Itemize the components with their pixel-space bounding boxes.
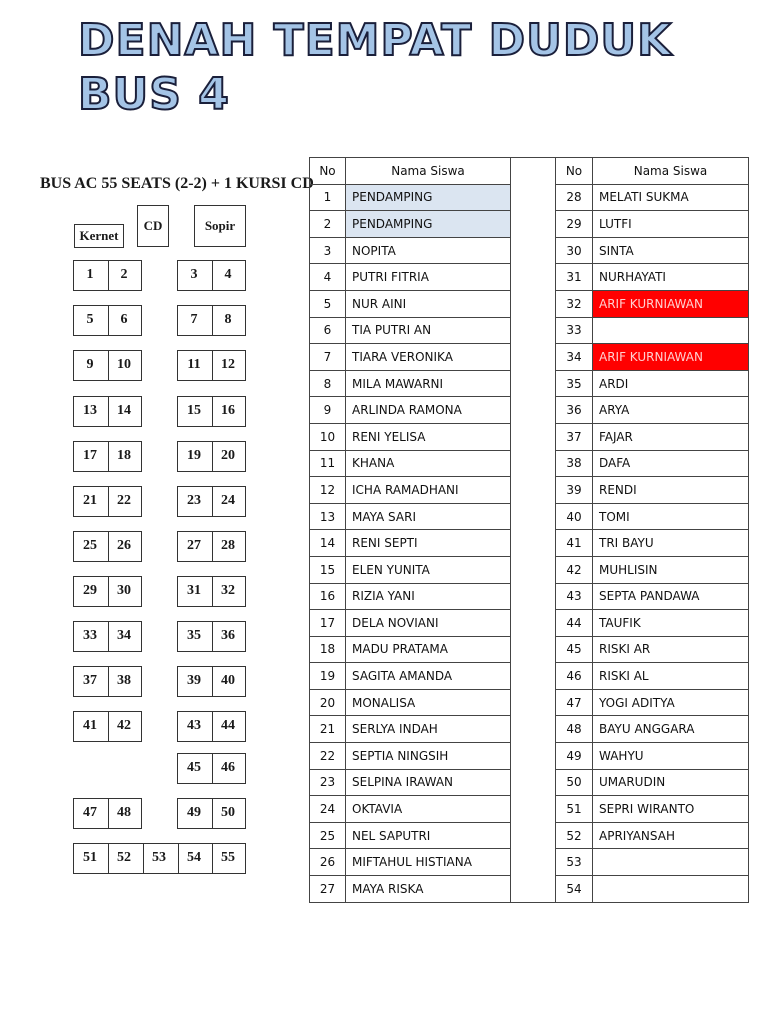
seat-55: 55 bbox=[221, 850, 235, 865]
row-number: 53 bbox=[556, 849, 593, 876]
row-number: 40 bbox=[556, 503, 593, 530]
student-name: KHANA bbox=[346, 450, 511, 477]
seat-42: 42 bbox=[117, 718, 131, 733]
seat-48: 48 bbox=[117, 805, 131, 820]
student-name: ARIF KURNIAWAN bbox=[593, 290, 749, 317]
seat-38: 38 bbox=[117, 673, 131, 688]
table-row bbox=[310, 344, 749, 371]
student-name bbox=[593, 317, 749, 344]
student-name: MAYA SARI bbox=[346, 503, 511, 530]
seat-52: 52 bbox=[117, 850, 131, 865]
student-name: SEPRI WIRANTO bbox=[593, 796, 749, 823]
row-number: 44 bbox=[556, 610, 593, 637]
student-name: SINTA bbox=[593, 237, 749, 264]
seat-4: 4 bbox=[224, 267, 232, 282]
seat-37: 37 bbox=[83, 673, 97, 688]
row-number: 49 bbox=[556, 743, 593, 770]
row-number: 41 bbox=[556, 530, 593, 557]
row-number: 48 bbox=[556, 716, 593, 743]
student-name: TAUFIK bbox=[593, 610, 749, 637]
row-number: 13 bbox=[310, 503, 346, 530]
row-number: 29 bbox=[556, 211, 593, 238]
row-number: 10 bbox=[310, 423, 346, 450]
row-number: 50 bbox=[556, 769, 593, 796]
seat-24: 24 bbox=[221, 493, 235, 508]
student-name: MILA MAWARNI bbox=[346, 370, 511, 397]
table-row bbox=[310, 237, 749, 264]
student-name: SELPINA IRAWAN bbox=[346, 769, 511, 796]
table-gap bbox=[511, 636, 556, 663]
row-number: 19 bbox=[310, 663, 346, 690]
row-number: 11 bbox=[310, 450, 346, 477]
table-gap bbox=[511, 743, 556, 770]
student-name: MIFTAHUL HISTIANA bbox=[346, 849, 511, 876]
seat-53: 53 bbox=[152, 850, 166, 865]
student-name: RENI YELISA bbox=[346, 423, 511, 450]
seat-26: 26 bbox=[117, 538, 131, 553]
row-number: 15 bbox=[310, 556, 346, 583]
student-name: ELEN YUNITA bbox=[346, 556, 511, 583]
student-name: MAYA RISKA bbox=[346, 876, 511, 903]
seat-1: 1 bbox=[86, 267, 94, 282]
table-row bbox=[310, 370, 749, 397]
seat-15: 15 bbox=[187, 403, 201, 418]
row-number: 18 bbox=[310, 636, 346, 663]
table-gap bbox=[511, 796, 556, 823]
row-number: 34 bbox=[556, 344, 593, 371]
student-name: ARIF KURNIAWAN bbox=[593, 344, 749, 371]
table-row bbox=[310, 503, 749, 530]
student-name: WAHYU bbox=[593, 743, 749, 770]
seat-11: 11 bbox=[187, 357, 201, 372]
title-line-2: BUS 4 bbox=[78, 69, 230, 120]
row-number: 43 bbox=[556, 583, 593, 610]
table-gap bbox=[511, 769, 556, 796]
row-number: 39 bbox=[556, 477, 593, 504]
title-line-1: DENAH TEMPAT DUDUK bbox=[78, 15, 673, 66]
student-name: PUTRI FITRIA bbox=[346, 264, 511, 291]
student-name: DELA NOVIANI bbox=[346, 610, 511, 637]
seat-43: 43 bbox=[187, 718, 201, 733]
row-number: 51 bbox=[556, 796, 593, 823]
row-number: 1 bbox=[310, 184, 346, 211]
row-number: 47 bbox=[556, 689, 593, 716]
table-row bbox=[310, 663, 749, 690]
student-name: ARYA bbox=[593, 397, 749, 424]
table-row bbox=[310, 184, 749, 211]
student-name: TIARA VERONIKA bbox=[346, 344, 511, 371]
table-gap bbox=[511, 849, 556, 876]
table-row bbox=[310, 290, 749, 317]
row-number: 14 bbox=[310, 530, 346, 557]
row-number: 2 bbox=[310, 211, 346, 238]
seat-31: 31 bbox=[187, 583, 201, 598]
seat-29: 29 bbox=[83, 583, 97, 598]
table-row bbox=[310, 769, 749, 796]
seat-49: 49 bbox=[187, 805, 201, 820]
table-gap bbox=[511, 450, 556, 477]
student-name: RIZIA YANI bbox=[346, 583, 511, 610]
student-name: NEL SAPUTRI bbox=[346, 822, 511, 849]
cd-label: CD bbox=[143, 218, 163, 233]
row-number: 36 bbox=[556, 397, 593, 424]
row-number: 42 bbox=[556, 556, 593, 583]
seat-32: 32 bbox=[221, 583, 235, 598]
row-number: 9 bbox=[310, 397, 346, 424]
table-gap bbox=[511, 583, 556, 610]
row-number: 38 bbox=[556, 450, 593, 477]
student-name: NURHAYATI bbox=[593, 264, 749, 291]
row-number: 33 bbox=[556, 317, 593, 344]
seating-table bbox=[309, 157, 749, 903]
seat-39: 39 bbox=[187, 673, 201, 688]
sopir-box bbox=[194, 205, 246, 247]
row-number: 4 bbox=[310, 264, 346, 291]
seat-35: 35 bbox=[187, 628, 201, 643]
seat-54: 54 bbox=[187, 850, 201, 865]
seat-46: 46 bbox=[221, 760, 235, 775]
seat-8: 8 bbox=[224, 312, 232, 327]
student-name: BAYU ANGGARA bbox=[593, 716, 749, 743]
row-number: 45 bbox=[556, 636, 593, 663]
table-row bbox=[310, 211, 749, 238]
row-number: 21 bbox=[310, 716, 346, 743]
header-no-left: No bbox=[310, 158, 346, 185]
table-row bbox=[310, 610, 749, 637]
table-row bbox=[310, 556, 749, 583]
header-no-right: No bbox=[556, 158, 593, 185]
row-number: 20 bbox=[310, 689, 346, 716]
kernet-label: Kernet bbox=[79, 228, 119, 243]
student-name: RISKI AL bbox=[593, 663, 749, 690]
row-number: 3 bbox=[310, 237, 346, 264]
seat-14: 14 bbox=[117, 403, 131, 418]
row-number: 46 bbox=[556, 663, 593, 690]
table-gap bbox=[511, 344, 556, 371]
seat-9: 9 bbox=[86, 357, 94, 372]
student-name: MUHLISIN bbox=[593, 556, 749, 583]
row-number: 16 bbox=[310, 583, 346, 610]
table-row bbox=[310, 796, 749, 823]
table-gap bbox=[511, 264, 556, 291]
seat-3: 3 bbox=[190, 267, 198, 282]
student-name: ICHA RAMADHANI bbox=[346, 477, 511, 504]
table-gap bbox=[511, 610, 556, 637]
table-row bbox=[310, 397, 749, 424]
row-number: 35 bbox=[556, 370, 593, 397]
student-name: ARDI bbox=[593, 370, 749, 397]
seat-51: 51 bbox=[83, 850, 97, 865]
table-gap bbox=[511, 716, 556, 743]
student-name: TOMI bbox=[593, 503, 749, 530]
row-number: 28 bbox=[556, 184, 593, 211]
seat-20: 20 bbox=[221, 448, 235, 463]
row-number: 7 bbox=[310, 344, 346, 371]
student-name: SEPTIA NINGSIH bbox=[346, 743, 511, 770]
table-gap bbox=[511, 397, 556, 424]
table-row bbox=[310, 583, 749, 610]
seat-45: 45 bbox=[187, 760, 201, 775]
row-number: 54 bbox=[556, 876, 593, 903]
seat-5: 5 bbox=[86, 312, 94, 327]
student-name: RISKI AR bbox=[593, 636, 749, 663]
table-row bbox=[310, 636, 749, 663]
table-gap bbox=[511, 876, 556, 903]
seat-28: 28 bbox=[221, 538, 235, 553]
seat-2: 2 bbox=[120, 267, 128, 282]
student-name: SEPTA PANDAWA bbox=[593, 583, 749, 610]
student-name bbox=[593, 876, 749, 903]
table-gap bbox=[511, 530, 556, 557]
cd-box bbox=[137, 205, 169, 247]
table-row bbox=[310, 689, 749, 716]
row-number: 17 bbox=[310, 610, 346, 637]
row-number: 32 bbox=[556, 290, 593, 317]
student-name: MADU PRATAMA bbox=[346, 636, 511, 663]
bus-seat-diagram bbox=[0, 0, 314, 900]
table-row bbox=[310, 477, 749, 504]
student-name: FAJAR bbox=[593, 423, 749, 450]
table-header-row bbox=[310, 158, 749, 185]
student-name: PENDAMPING bbox=[346, 184, 511, 211]
row-number: 23 bbox=[310, 769, 346, 796]
row-number: 24 bbox=[310, 796, 346, 823]
student-name: DAFA bbox=[593, 450, 749, 477]
row-number: 22 bbox=[310, 743, 346, 770]
student-name: NUR AINI bbox=[346, 290, 511, 317]
student-name: TIA PUTRI AN bbox=[346, 317, 511, 344]
seat-40: 40 bbox=[221, 673, 235, 688]
student-name: UMARUDIN bbox=[593, 769, 749, 796]
student-name: PENDAMPING bbox=[346, 211, 511, 238]
table-gap bbox=[511, 556, 556, 583]
seat-23: 23 bbox=[187, 493, 201, 508]
seat-27: 27 bbox=[187, 538, 201, 553]
table-gap bbox=[511, 477, 556, 504]
kernet-box bbox=[74, 224, 124, 248]
header-name-left: Nama Siswa bbox=[346, 158, 511, 185]
diagram-caption: BUS AC 55 SEATS (2-2) + 1 KURSI CD bbox=[40, 175, 314, 192]
seat-18: 18 bbox=[117, 448, 131, 463]
seat-10: 10 bbox=[117, 357, 131, 372]
student-name: YOGI ADITYA bbox=[593, 689, 749, 716]
student-name: LUTFI bbox=[593, 211, 749, 238]
seat-6: 6 bbox=[120, 312, 128, 327]
seat-44: 44 bbox=[221, 718, 235, 733]
table-gap bbox=[511, 822, 556, 849]
seat-47: 47 bbox=[83, 805, 97, 820]
table-gap bbox=[511, 184, 556, 211]
seat-34: 34 bbox=[117, 628, 131, 643]
seat-41: 41 bbox=[83, 718, 97, 733]
row-number: 12 bbox=[310, 477, 346, 504]
table-row bbox=[310, 530, 749, 557]
row-number: 8 bbox=[310, 370, 346, 397]
table-gap bbox=[511, 370, 556, 397]
seat-13: 13 bbox=[83, 403, 97, 418]
sopir-label: Sopir bbox=[204, 218, 236, 233]
header-name-right: Nama Siswa bbox=[593, 158, 749, 185]
row-number: 5 bbox=[310, 290, 346, 317]
table-row bbox=[310, 317, 749, 344]
table-row bbox=[310, 423, 749, 450]
seat-17: 17 bbox=[83, 448, 97, 463]
table-gap bbox=[511, 290, 556, 317]
row-number: 26 bbox=[310, 849, 346, 876]
seat-12: 12 bbox=[221, 357, 235, 372]
student-name: MONALISA bbox=[346, 689, 511, 716]
table-row bbox=[310, 849, 749, 876]
row-number: 30 bbox=[556, 237, 593, 264]
seat-30: 30 bbox=[117, 583, 131, 598]
student-name: MELATI SUKMA bbox=[593, 184, 749, 211]
seat-22: 22 bbox=[117, 493, 131, 508]
seat-25: 25 bbox=[83, 538, 97, 553]
student-name: APRIYANSAH bbox=[593, 822, 749, 849]
table-gap bbox=[511, 158, 556, 185]
seat-7: 7 bbox=[190, 312, 198, 327]
table-row bbox=[310, 876, 749, 903]
table-gap bbox=[511, 211, 556, 238]
student-name: TRI BAYU bbox=[593, 530, 749, 557]
table-row bbox=[310, 743, 749, 770]
table-row bbox=[310, 822, 749, 849]
row-number: 52 bbox=[556, 822, 593, 849]
table-gap bbox=[511, 689, 556, 716]
row-number: 25 bbox=[310, 822, 346, 849]
student-name: OKTAVIA bbox=[346, 796, 511, 823]
row-number: 27 bbox=[310, 876, 346, 903]
row-number: 6 bbox=[310, 317, 346, 344]
table-gap bbox=[511, 663, 556, 690]
row-number: 31 bbox=[556, 264, 593, 291]
table-gap bbox=[511, 237, 556, 264]
student-name bbox=[593, 849, 749, 876]
seat-19: 19 bbox=[187, 448, 201, 463]
student-name: RENI SEPTI bbox=[346, 530, 511, 557]
table-row bbox=[310, 450, 749, 477]
table-gap bbox=[511, 503, 556, 530]
seat-21: 21 bbox=[83, 493, 97, 508]
table-gap bbox=[511, 423, 556, 450]
row-number: 37 bbox=[556, 423, 593, 450]
student-name: SAGITA AMANDA bbox=[346, 663, 511, 690]
seat-16: 16 bbox=[221, 403, 235, 418]
table-row bbox=[310, 264, 749, 291]
student-name: ARLINDA RAMONA bbox=[346, 397, 511, 424]
student-name: RENDI bbox=[593, 477, 749, 504]
seat-36: 36 bbox=[221, 628, 235, 643]
student-name: NOPITA bbox=[346, 237, 511, 264]
student-name: SERLYA INDAH bbox=[346, 716, 511, 743]
seat-33: 33 bbox=[83, 628, 97, 643]
table-gap bbox=[511, 317, 556, 344]
table-row bbox=[310, 716, 749, 743]
seat-50: 50 bbox=[221, 805, 235, 820]
